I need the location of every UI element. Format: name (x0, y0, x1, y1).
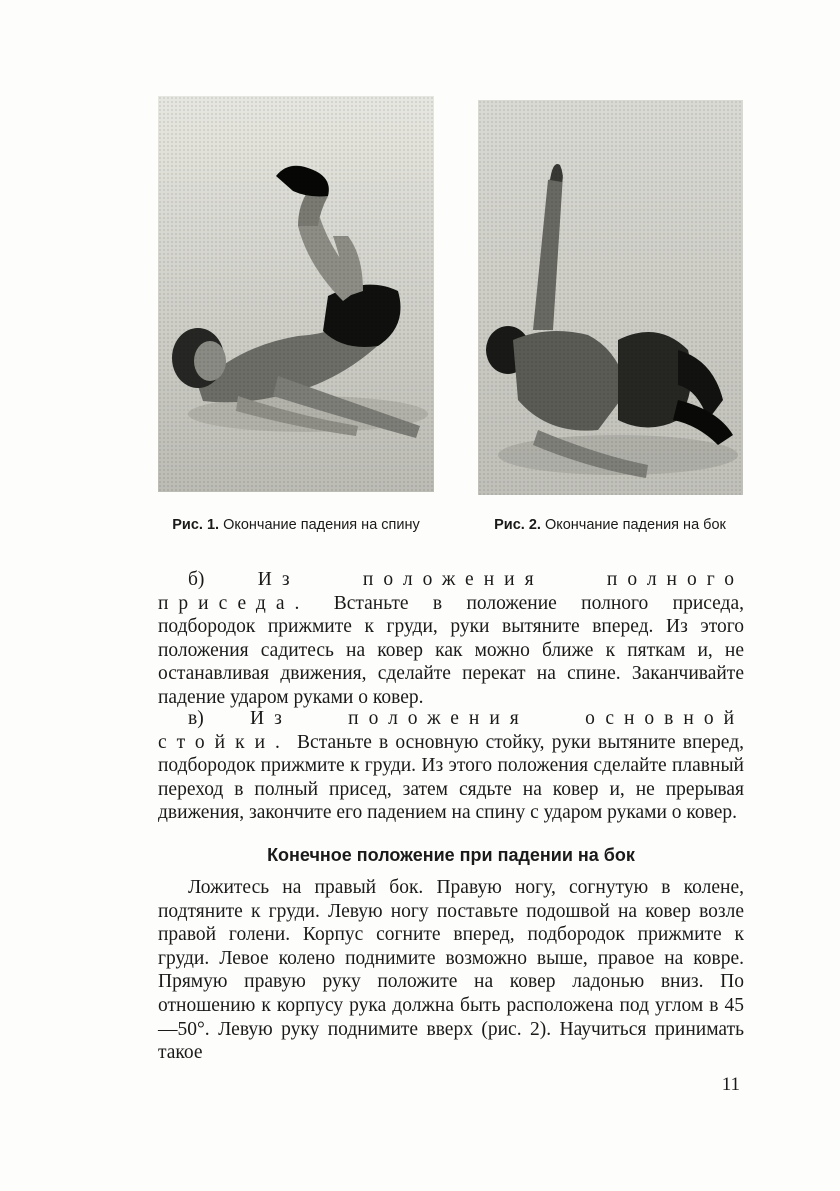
figure-2-caption-text: Окончание падения на бок (544, 517, 726, 533)
figure-2-photo (478, 100, 743, 495)
section-v-text: Встаньте в основную стойку, руки вытяните вперед, подбородок прижмите к груди. Из этого положения сделайте плавный переход в полный присед, затем сядьте на ковер и, не прерывая движения, закончите его падением на спину с ударом руками о ковер. (158, 731, 745, 824)
figure-2-illustration (478, 100, 743, 495)
body-paragraph-text: Ложитесь на правый бок. Правую ногу, согнутую в колене, подтяните к груди. Левую ногу поставьте подошвой на ковер возле правой голени. Корпус согните вперед, подбородок прижмите к груди. Левое колено поднимите возможно выше, правое на ковре. Прямую правую руку положите на ковер ладонью вниз. По отношению к корпусу рука должна быть расположена под углом в 45—50°. Левую руку поднимите вверх (рис. 2). Научиться принимать такое (158, 877, 744, 1064)
figure-1-number: Рис. 1. (172, 517, 220, 533)
figure-1-photo (158, 96, 434, 492)
figure-1-illustration (158, 96, 434, 492)
body-paragraph (158, 876, 744, 1065)
figure-1-caption-text: Окончание падения на спину (223, 517, 420, 533)
section-b-title: Из положения полного приседа. (158, 569, 745, 614)
figure-2-caption (472, 516, 748, 534)
figure-1-caption (158, 516, 434, 534)
section-b (158, 568, 744, 710)
section-b-label: б) (188, 569, 205, 590)
section-heading: Конечное положение при падении на бок (267, 845, 635, 865)
section-v-label: в) (188, 708, 204, 729)
section-v-title: Из положения основной стойки. (158, 708, 745, 753)
section-v (158, 707, 744, 825)
page-number: 11 (721, 1074, 740, 1095)
figure-2-number: Рис. 2. (494, 517, 541, 533)
section-b-text: Встаньте в положение полного приседа, подбородок прижмите к груди, руки вытяните вперед. Из этого положения садитесь на ковер как можно ближе к пяткам и, не останавливая движения, сделайте перекат на спине. Заканчивайте падение ударом руками о ковер. (158, 592, 744, 708)
